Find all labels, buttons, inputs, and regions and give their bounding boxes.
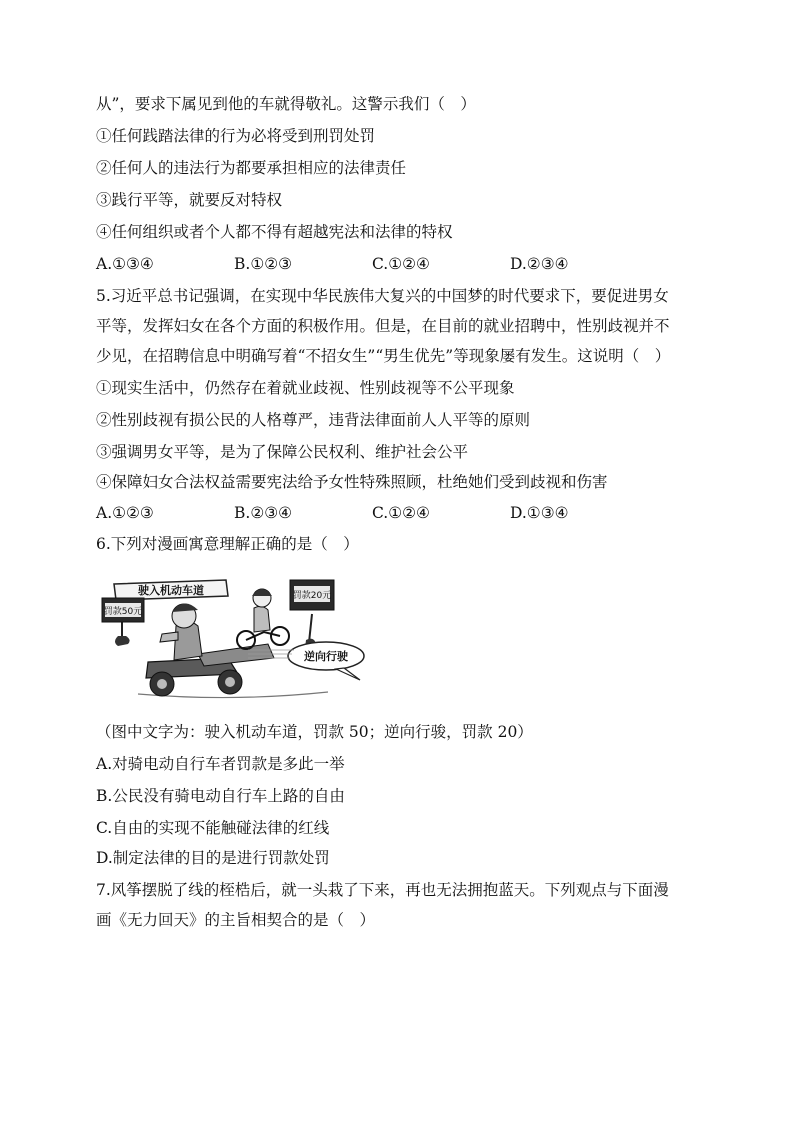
q5-option-1: ①现实生活中，仍然存在着就业歧视、性别歧视等不公平现象 [96, 379, 515, 397]
q6-stem: 6.下列对漫画寓意理解正确的是（ ） [96, 535, 359, 553]
q5-choice-d[interactable]: D.①③④ [510, 504, 569, 522]
sign-fine-left [102, 598, 144, 646]
q4-choice-b[interactable]: B.①②③ [234, 255, 293, 273]
q4-choice-d[interactable]: D.②③④ [510, 255, 569, 273]
q4-option-4: ④任何组织或者个人都不得有超越宪法和法律的特权 [96, 223, 453, 241]
q7-stem-line-2: 画《无力回天》的主旨相契合的是（ ） [96, 911, 376, 929]
traffic-fine-cartoon [98, 574, 368, 706]
q5-stem-line-2: 平等，发挥妇女在各个方面的积极作用。但是，在目前的就业招聘中，性别歧视并不 [96, 317, 670, 335]
q4-option-2: ②任何人的违法行为都要承担相应的法律责任 [96, 159, 407, 177]
q4-choice-c[interactable]: C.①②④ [372, 255, 430, 273]
q6-option-d[interactable]: D.制定法律的目的是进行罚款处罚 [96, 849, 330, 867]
q6-option-c[interactable]: C.自由的实现不能触碰法律的红线 [96, 819, 330, 837]
svg-text:罚款20元: 罚款20元 [292, 591, 332, 601]
sign-bottom-bubble [288, 642, 364, 680]
svg-text:罚款50元: 罚款50元 [103, 607, 143, 617]
q4-choice-a[interactable]: A.①③④ [96, 255, 154, 273]
q5-option-2: ②性别歧视有损公民的人格尊严，违背法律面前人人平等的原则 [96, 411, 531, 429]
q5-stem-line-3: 少见，在招聘信息中明确写着“不招女生”“男生优先”等现象屡有发生。这说明（ ） [96, 347, 671, 365]
svg-text:驶入机动车道: 驶入机动车道 [138, 584, 204, 597]
q4-stem-tail: 从”，要求下属见到他的车就得敬礼。这警示我们（ ） [96, 95, 476, 113]
q5-stem-line-1: 5.习近平总书记强调，在实现中华民族伟大复兴的中国梦的时代要求下，要促进男女 [96, 287, 669, 305]
q6-option-b[interactable]: B.公民没有骑电动自行车上路的自由 [96, 787, 345, 805]
q5-choice-c[interactable]: C.①②④ [372, 504, 430, 522]
svg-text:逆向行驶: 逆向行驶 [304, 650, 348, 663]
sign-fine-right [290, 580, 334, 652]
q5-option-3: ③强调男女平等，是为了保障公民权利、维护社会公平 [96, 443, 469, 461]
q5-choice-a[interactable]: A.①②③ [96, 504, 154, 522]
q6-cartoon-note: （图中文字为：驶入机动车道，罚款 50；逆向行骏，罚款 20） [96, 723, 533, 741]
bike-rider-woman [237, 589, 289, 649]
q5-option-4: ④保障妇女合法权益需要宪法给予女性特殊照顾，杜绝她们受到歧视和伤害 [96, 473, 608, 491]
q5-choice-b[interactable]: B.②③④ [234, 504, 293, 522]
q4-choices [96, 254, 716, 274]
q4-option-1: ①任何践踏法律的行为必将受到刑罚处罚 [96, 127, 376, 145]
q7-stem-line-1: 7.风筝摆脱了线的桎梏后，就一头栽了下来，再也无法拥抱蓝天。下列观点与下面漫 [96, 881, 669, 899]
q5-choices [96, 503, 716, 523]
q4-option-3: ③践行平等，就要反对特权 [96, 191, 283, 209]
q6-option-a[interactable]: A.对骑电动自行车者罚款是多此一举 [96, 755, 345, 773]
